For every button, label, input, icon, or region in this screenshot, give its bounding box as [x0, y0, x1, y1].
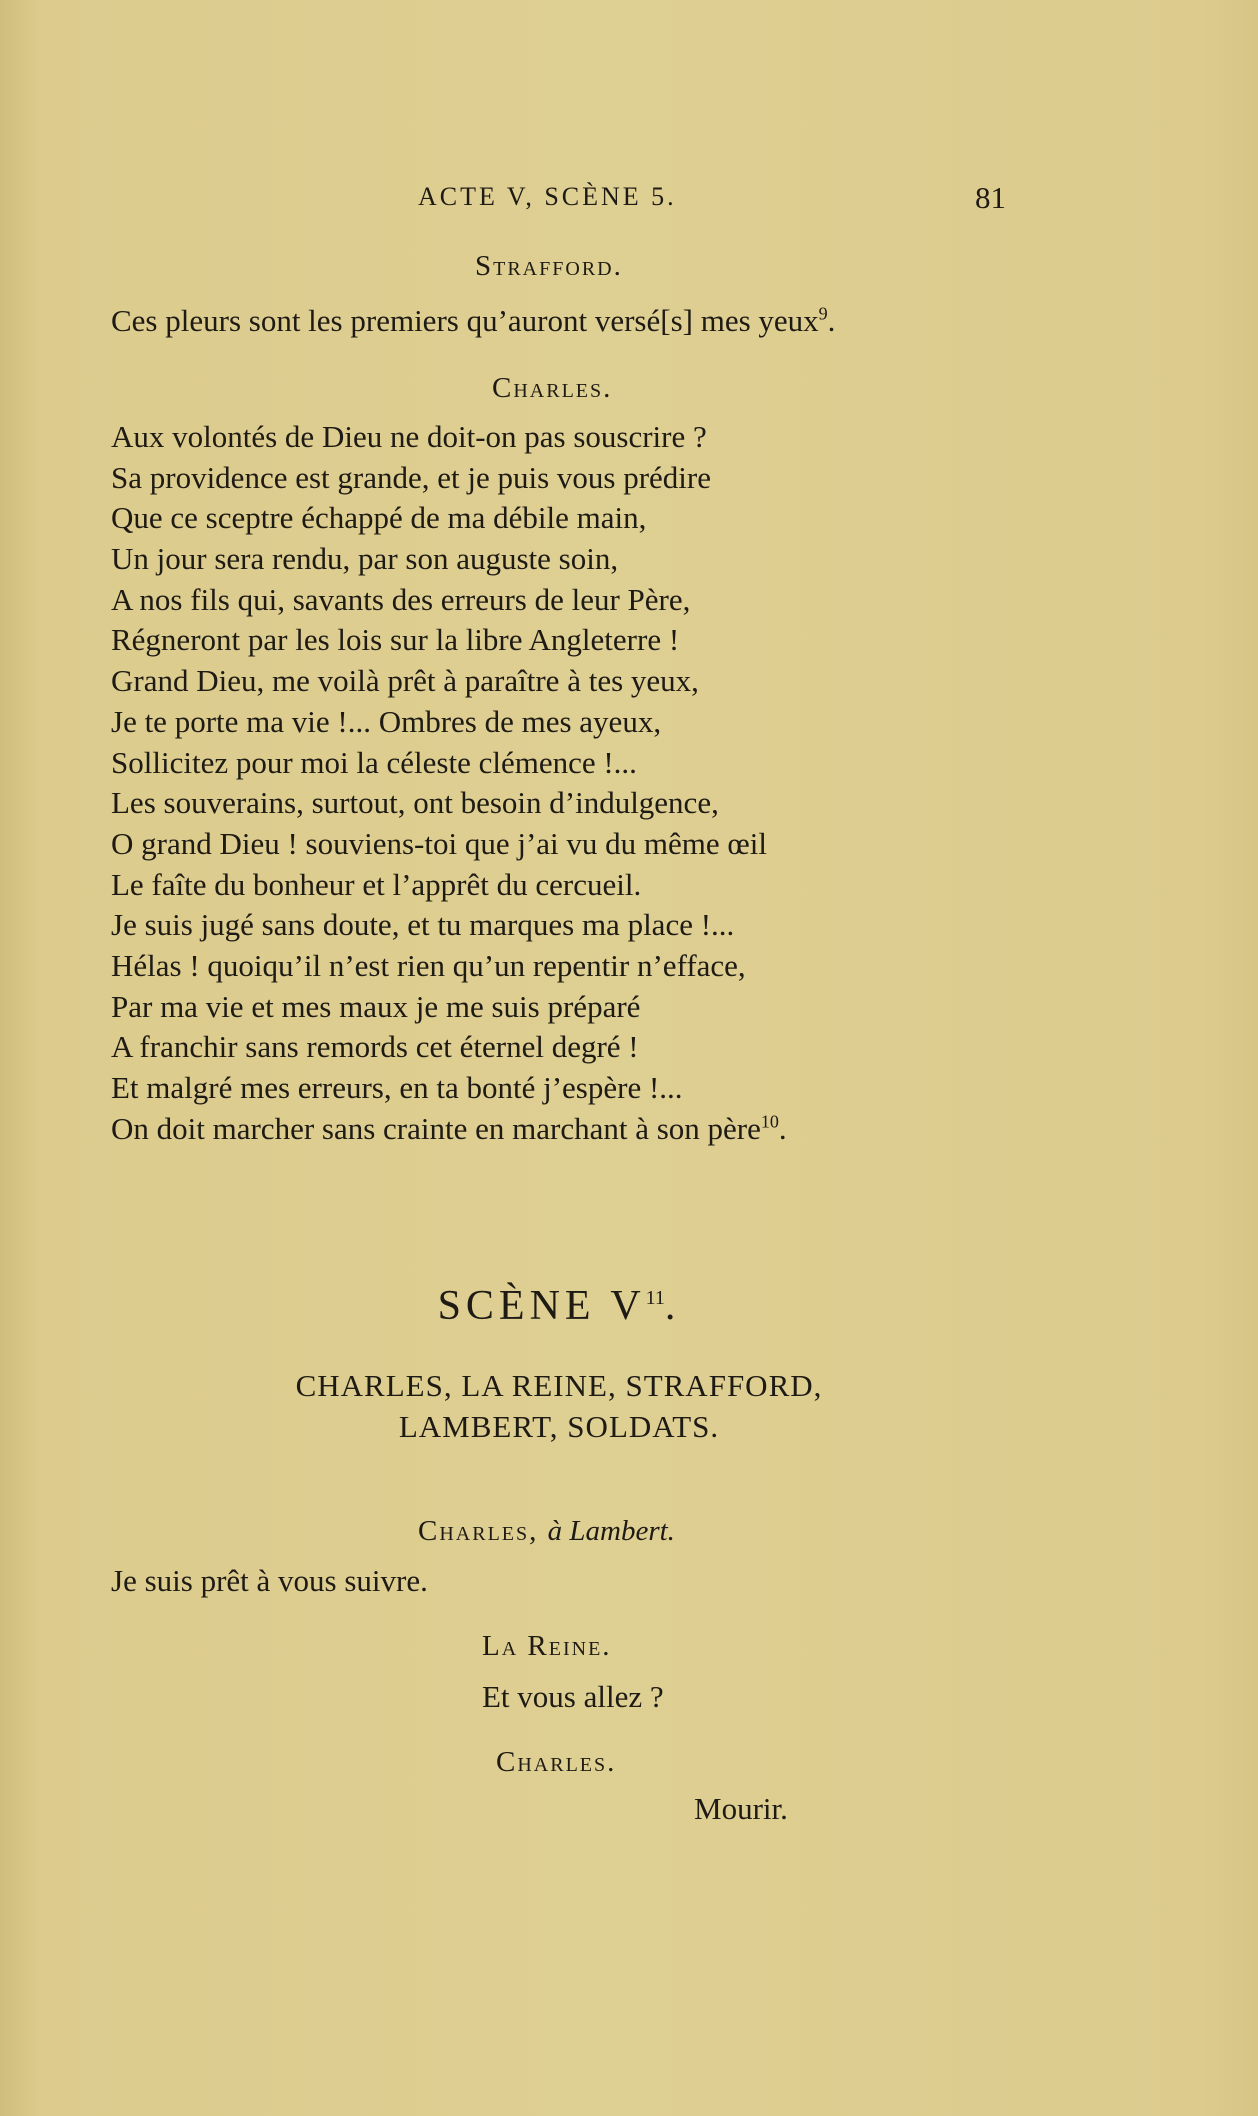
speaker-charles-3: Charles. — [496, 1746, 617, 1778]
verse-line: Grand Dieu, me voilà prêt à paraître à tes yeux, — [111, 663, 699, 699]
verse-line: Que ce sceptre échappé de ma débile main, — [111, 500, 647, 536]
verse-text: Ces pleurs sont les premiers qu’auront versé[s] mes yeux — [111, 303, 819, 338]
page-number: 81 — [975, 180, 1006, 215]
speaker-charles: Charles. — [492, 372, 613, 404]
footnote-marker: 10 — [760, 1111, 779, 1132]
charles-line: Je suis prêt à vous suivre. — [111, 1563, 428, 1598]
verse-punctuation: . — [778, 1110, 787, 1146]
verse-line: Régneront par les lois sur la libre Angleterre ! — [111, 622, 680, 658]
scene-title-text: SCÈNE V — [437, 1283, 646, 1329]
speaker-name: Charles, — [418, 1515, 539, 1547]
verse-line: Hélas ! quoiqu’il n’est rien qu’un repentir n’efface, — [111, 947, 746, 983]
verse-line-last — [111, 1108, 787, 1149]
verse-line: O grand Dieu ! souviens-toi que j’ai vu du même œil — [111, 825, 768, 861]
verse-line: Aux volontés de Dieu ne doit-on pas souscrire ? — [111, 419, 707, 454]
reine-line: Et vous allez ? — [482, 1679, 664, 1714]
verse-line: Je suis jugé sans doute, et tu marques ma place !... — [111, 907, 735, 943]
running-head: ACTE V, SCÈNE 5. — [418, 182, 677, 211]
verse-line: Sa providence est grande, et je puis vous prédire — [111, 459, 712, 495]
speaker-charles-2 — [418, 1515, 675, 1548]
speaker-la-reine: La Reine. — [482, 1630, 612, 1662]
scene-title-punctuation: . — [664, 1283, 681, 1329]
verse-line: A nos fils qui, savants des erreurs de leur Père, — [111, 581, 691, 617]
verse-text: On doit marcher sans crainte en marchant à son père — [111, 1110, 761, 1146]
footnote-marker: 11 — [645, 1287, 665, 1309]
charles-final-line: Mourir. — [694, 1791, 788, 1826]
verse-line: Un jour sera rendu, par son auguste soin, — [111, 541, 619, 577]
speaker-strafford: Strafford. — [475, 250, 623, 282]
cast-list-line-1: CHARLES, LA REINE, STRAFFORD, — [295, 1368, 823, 1403]
scene-title — [0, 1282, 1118, 1330]
strafford-verse — [111, 300, 835, 341]
footnote-marker: 9 — [818, 303, 828, 324]
charles-speech — [111, 416, 787, 1148]
stage-direction: à Lambert. — [547, 1515, 675, 1547]
verse-line: Sollicitez pour moi la céleste clémence !... — [111, 744, 637, 780]
verse-line: Le faîte du bonheur et l’apprêt du cercueil. — [111, 866, 642, 902]
verse-line: Les souverains, surtout, ont besoin d’indulgence, — [111, 785, 719, 821]
cast-list-line-2: LAMBERT, SOLDATS. — [398, 1409, 720, 1444]
verse-line: Je te porte ma vie !... Ombres de mes ayeux, — [111, 703, 662, 739]
verse-line: Et malgré mes erreurs, en ta bonté j’espère !... — [111, 1070, 683, 1105]
verse-line: A franchir sans remords cet éternel degré ! — [111, 1029, 639, 1065]
verse-line: Par ma vie et mes maux je me suis préparé — [111, 988, 641, 1024]
verse-punctuation: . — [827, 303, 836, 338]
